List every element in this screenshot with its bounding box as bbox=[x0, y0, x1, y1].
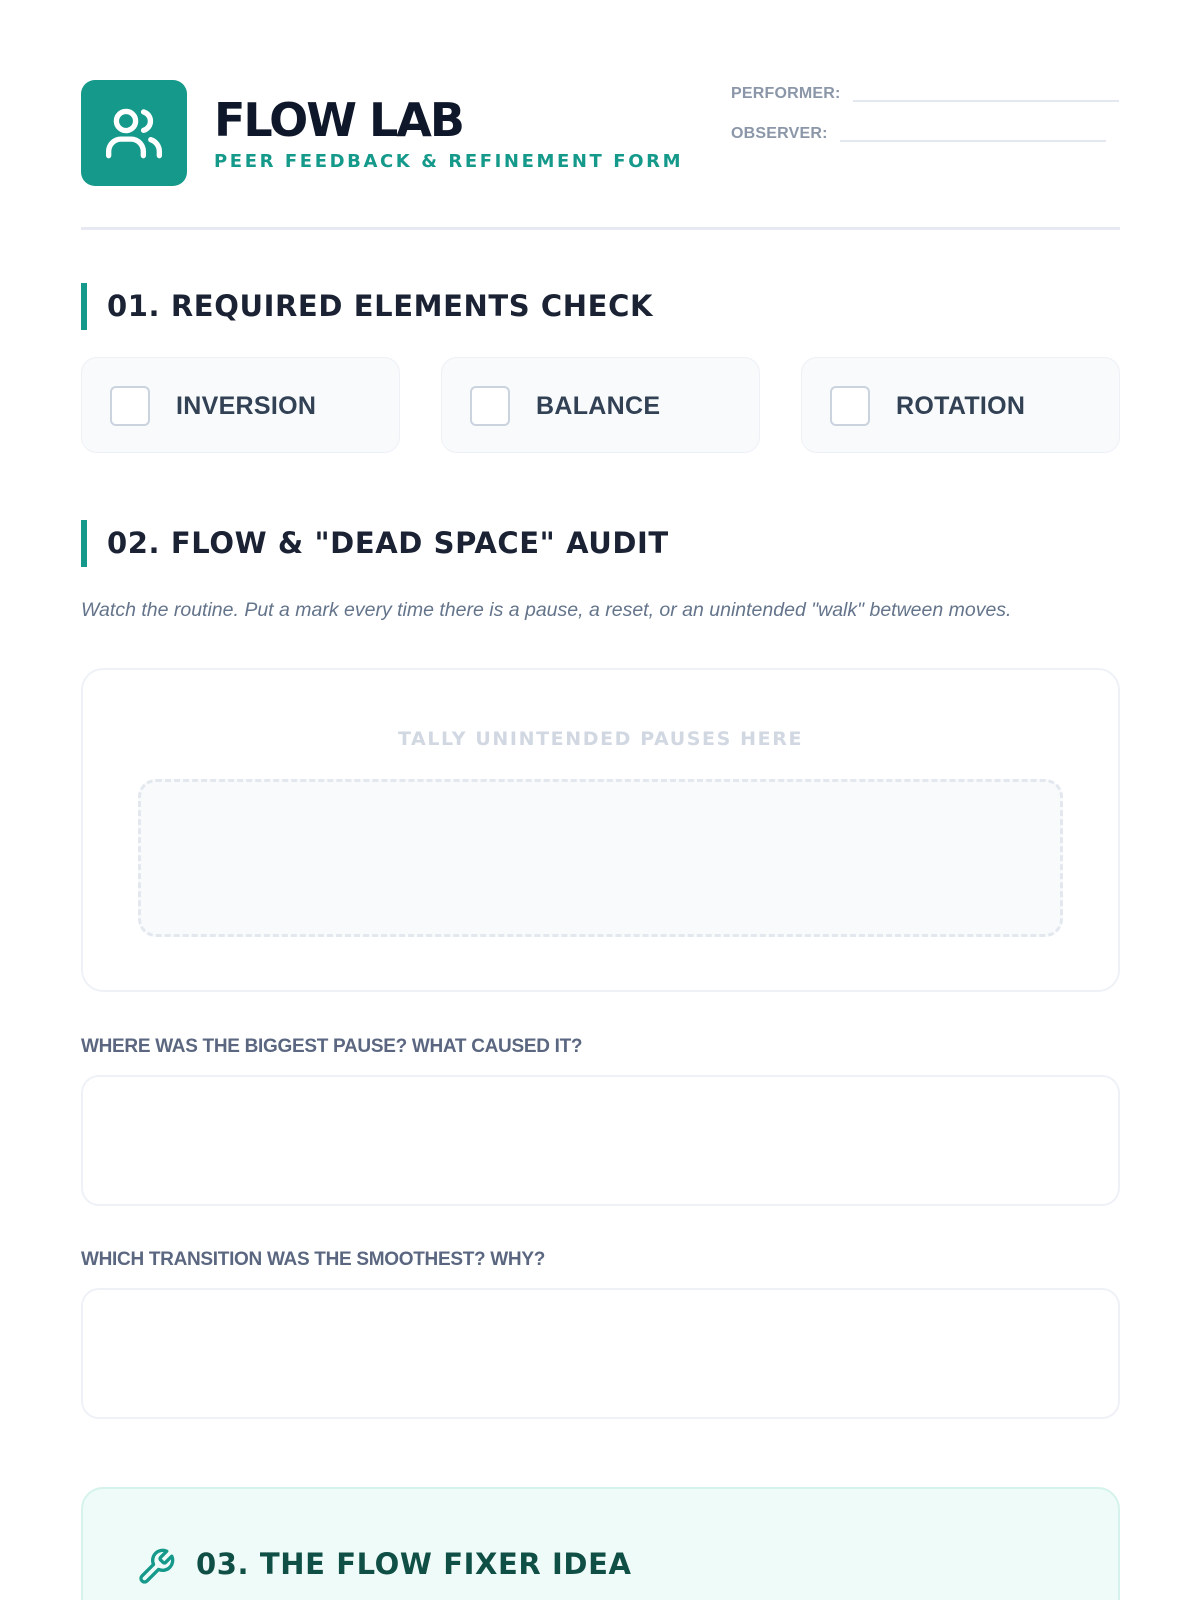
audit-instructions: Watch the routine. Put a mark every time there is a pause, a reset, or an unintended "walk" between moves. bbox=[81, 599, 1012, 621]
header-divider bbox=[81, 227, 1120, 230]
check-label: ROTATION bbox=[896, 392, 1026, 420]
section-title: 02. FLOW & "DEAD SPACE" AUDIT bbox=[107, 526, 669, 560]
observer-input-line[interactable] bbox=[840, 140, 1106, 142]
section-accent-bar bbox=[81, 520, 87, 567]
checkbox[interactable] bbox=[470, 386, 510, 426]
performer-field[interactable] bbox=[731, 85, 1119, 103]
users-icon bbox=[102, 101, 166, 165]
feedback-form-page bbox=[81, 0, 1120, 1600]
check-label: BALANCE bbox=[536, 392, 661, 420]
logo-badge bbox=[81, 80, 187, 186]
answer-smoothest-transition[interactable] bbox=[81, 1288, 1120, 1419]
check-label: INVERSION bbox=[176, 392, 317, 420]
check-item-inversion[interactable] bbox=[81, 357, 400, 453]
observer-label: OBSERVER: bbox=[731, 125, 828, 142]
wrench-icon bbox=[136, 1547, 176, 1587]
tally-area[interactable] bbox=[138, 779, 1063, 937]
brand-subtitle: PEER FEEDBACK & REFINEMENT FORM bbox=[214, 151, 684, 172]
brand-title: FLOW LAB bbox=[214, 93, 463, 147]
performer-label: PERFORMER: bbox=[731, 85, 841, 102]
tally-box bbox=[81, 668, 1120, 992]
tally-label: TALLY UNINTENDED PAUSES HERE bbox=[397, 728, 804, 750]
section-title: 03. THE FLOW FIXER IDEA bbox=[196, 1547, 632, 1581]
checkbox[interactable] bbox=[830, 386, 870, 426]
check-item-rotation[interactable] bbox=[801, 357, 1120, 453]
answer-biggest-pause[interactable] bbox=[81, 1075, 1120, 1206]
section-flow-audit-heading bbox=[81, 520, 1120, 568]
check-item-balance[interactable] bbox=[441, 357, 760, 453]
checkbox[interactable] bbox=[110, 386, 150, 426]
section-accent-bar bbox=[81, 283, 87, 330]
question-smoothest-transition-label: WHICH TRANSITION WAS THE SMOOTHEST? WHY? bbox=[81, 1249, 546, 1270]
flow-fixer-card bbox=[81, 1487, 1120, 1600]
question-biggest-pause-label: WHERE WAS THE BIGGEST PAUSE? WHAT CAUSED IT? bbox=[81, 1036, 583, 1057]
observer-field[interactable] bbox=[731, 125, 1106, 143]
performer-input-line[interactable] bbox=[853, 100, 1119, 102]
section-title: 01. REQUIRED ELEMENTS CHECK bbox=[107, 289, 654, 323]
section-required-elements-heading bbox=[81, 283, 1120, 331]
form-header bbox=[81, 80, 1120, 230]
